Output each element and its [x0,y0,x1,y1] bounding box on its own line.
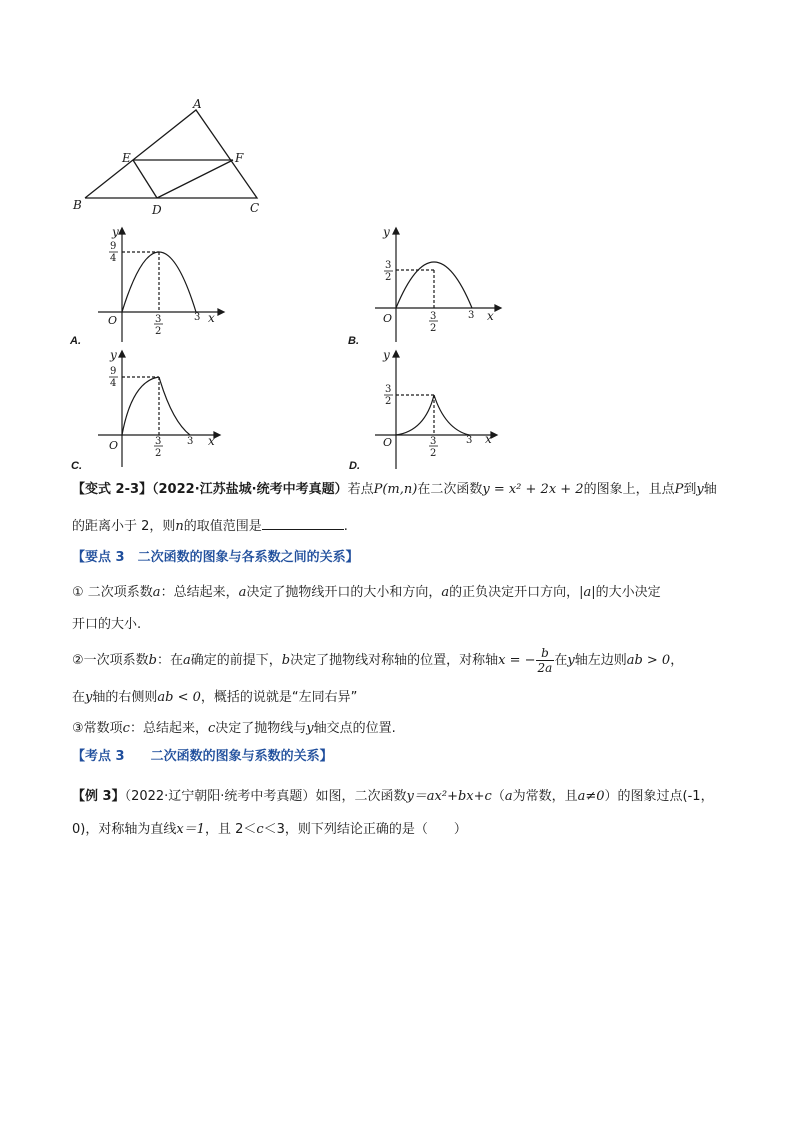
text: ：总结起来， [129,721,208,736]
option-letter: D. [349,460,360,472]
text: 的取值范围是 [183,519,262,534]
y-axis-label: y [383,348,390,362]
frac-den: 2a [537,661,553,675]
option-letter: B. [348,335,359,347]
var-c: c [256,822,264,837]
variant-tag: 【变式 2-3】 [72,482,153,497]
text: 的正负决定开口方向， [449,585,580,600]
var-a: a [238,585,247,600]
frac-num: b [536,646,555,661]
var-a: a [183,653,191,668]
var-a: a [152,585,161,600]
text: ：总结起来， [160,585,239,600]
text: ③常数项 [72,721,123,736]
curve-d-left [396,395,434,435]
text: ， [670,653,684,668]
origin-label: O [108,314,118,327]
item-2-line-2 [72,688,357,708]
text: （ [491,789,505,804]
var-y: y [567,653,575,668]
option-a-graph [68,222,238,350]
abs-a: |a| [579,585,596,600]
x-axis-label: x [208,311,215,325]
x-end: 3 [468,310,475,321]
xpeak-num: 3 [430,436,437,447]
var-y: y [696,482,704,497]
text: 在 [72,690,86,705]
label-a: A [193,97,202,111]
variant-line-2 [72,515,348,537]
label-d: D [152,203,162,217]
fraction-b-over-2a [536,646,555,675]
var-b: b [281,653,291,668]
curve-c-left [122,377,159,435]
option-letter: A. [70,335,81,347]
text: 决定了抛物线开口的大小和方向， [246,585,442,600]
peak-num: 9 [110,366,117,377]
y-axis-label: y [383,225,390,239]
peak-den: 4 [110,378,117,389]
xpeak-den: 2 [155,326,162,337]
text: ，概括的说就是“左同右异” [200,690,358,705]
peak-num: 9 [110,241,117,252]
curve-c-right [159,377,190,435]
variant-line-1 [72,480,717,500]
inequality-1: ab > 0 [626,653,671,668]
function-expression: y = x² + 2x + 2 [482,482,584,497]
var-y: y [306,721,314,736]
x-axis-label: x [487,309,494,323]
segment-ed [133,160,157,198]
axis-line: x＝1 [176,822,205,837]
text: 的大小决定 [595,585,661,600]
text: . [343,519,348,534]
inequality-2: ab < 0 [157,690,201,705]
triangle-figure [60,92,280,220]
answer-blank[interactable] [262,515,344,530]
item-1-line-2: 开口的大小. [72,617,142,632]
y-axis-label: y [112,225,119,239]
peak-num: 3 [385,384,392,395]
item-2-line-1 [72,646,683,676]
option-letter: C. [71,460,82,472]
xpeak-den: 2 [430,323,437,334]
option-c-graph [68,345,238,473]
peak-den: 2 [385,396,392,407]
example-source: （2022·辽宁朝阳·统考中考真题） [124,789,316,804]
text: 若点 [347,482,374,497]
text: 到 [683,482,697,497]
text: ，且 2＜ [204,822,257,837]
function-expression: y＝ax²+bx+c [406,789,492,804]
item-3-line [72,719,396,739]
option-b-graph [345,222,515,350]
x-axis-label: x [485,432,492,446]
label-e: E [122,151,131,165]
condition: a≠0 [577,789,605,804]
xpeak-den: 2 [155,448,162,459]
text: 确定的前提下， [190,653,282,668]
peak-den: 4 [110,253,117,264]
origin-label: O [383,312,393,325]
var-p: P [674,482,684,497]
text: 在 [554,653,568,668]
var-c: c [122,721,130,736]
example-tag: 【例 3】 [72,789,125,804]
label-c: C [250,201,260,215]
text: ：在 [156,653,183,668]
text: 轴交点的位置. [313,721,396,736]
example-3-line-2 [72,820,467,840]
text: ）的图象过点(-1， [604,789,714,804]
text: ②一次项系数 [72,653,149,668]
segment-df [157,160,233,198]
label-f: F [235,151,244,165]
xpeak-num: 3 [155,436,162,447]
variant-source: （2022·江苏盐城·统考中考真题） [152,482,348,497]
text: 0)，对称轴为直线 [72,822,177,837]
example-3-line-1 [72,787,714,807]
var-a: a [441,585,450,600]
var-b: b [148,653,157,668]
kaodian-3-heading: 【考点 3 二次函数的图象与系数的关系】 [72,749,333,764]
x-axis-label: x [208,434,215,448]
text: 如图，二次函数 [315,789,407,804]
x-end: 3 [187,436,194,447]
var-n: n [175,519,184,534]
x-end: 3 [466,435,473,446]
peak-den: 2 [385,272,392,283]
text: 在二次函数 [417,482,483,497]
peak-num: 3 [385,260,392,271]
curve-d-right [434,395,469,435]
label-b: B [73,198,82,212]
x-end: 3 [194,312,201,323]
text: 的图象上，且点 [583,482,675,497]
text: 为常数，且 [512,789,578,804]
point-p: P(m,n) [373,482,418,497]
xpeak-num: 3 [430,311,437,322]
var-y: y [85,690,93,705]
keypoint-3-heading: 【要点 3 二次函数的图象与各系数之间的关系】 [72,550,359,565]
text: 轴的右侧则 [92,690,158,705]
text: ＜3，则下列结论正确的是（ ） [263,822,467,837]
item-1-line-1 [72,583,661,603]
text: 的距离小于 2，则 [72,519,176,534]
text: 轴 [703,482,717,497]
text: ① 二次项系数 [72,585,153,600]
var-a: a [504,789,513,804]
text: 决定了抛物线与 [215,721,307,736]
text: 轴左边则 [574,653,627,668]
text: 决定了抛物线对称轴的位置，对称轴 [290,653,499,668]
axis-expression: x = − [498,653,536,668]
origin-label: O [383,436,393,449]
xpeak-num: 3 [155,314,162,325]
var-c: c [207,721,216,736]
origin-label: O [109,439,119,452]
triangle-abc [85,110,257,198]
xpeak-den: 2 [430,448,437,459]
option-d-graph [345,345,515,473]
y-axis-label: y [110,348,117,362]
